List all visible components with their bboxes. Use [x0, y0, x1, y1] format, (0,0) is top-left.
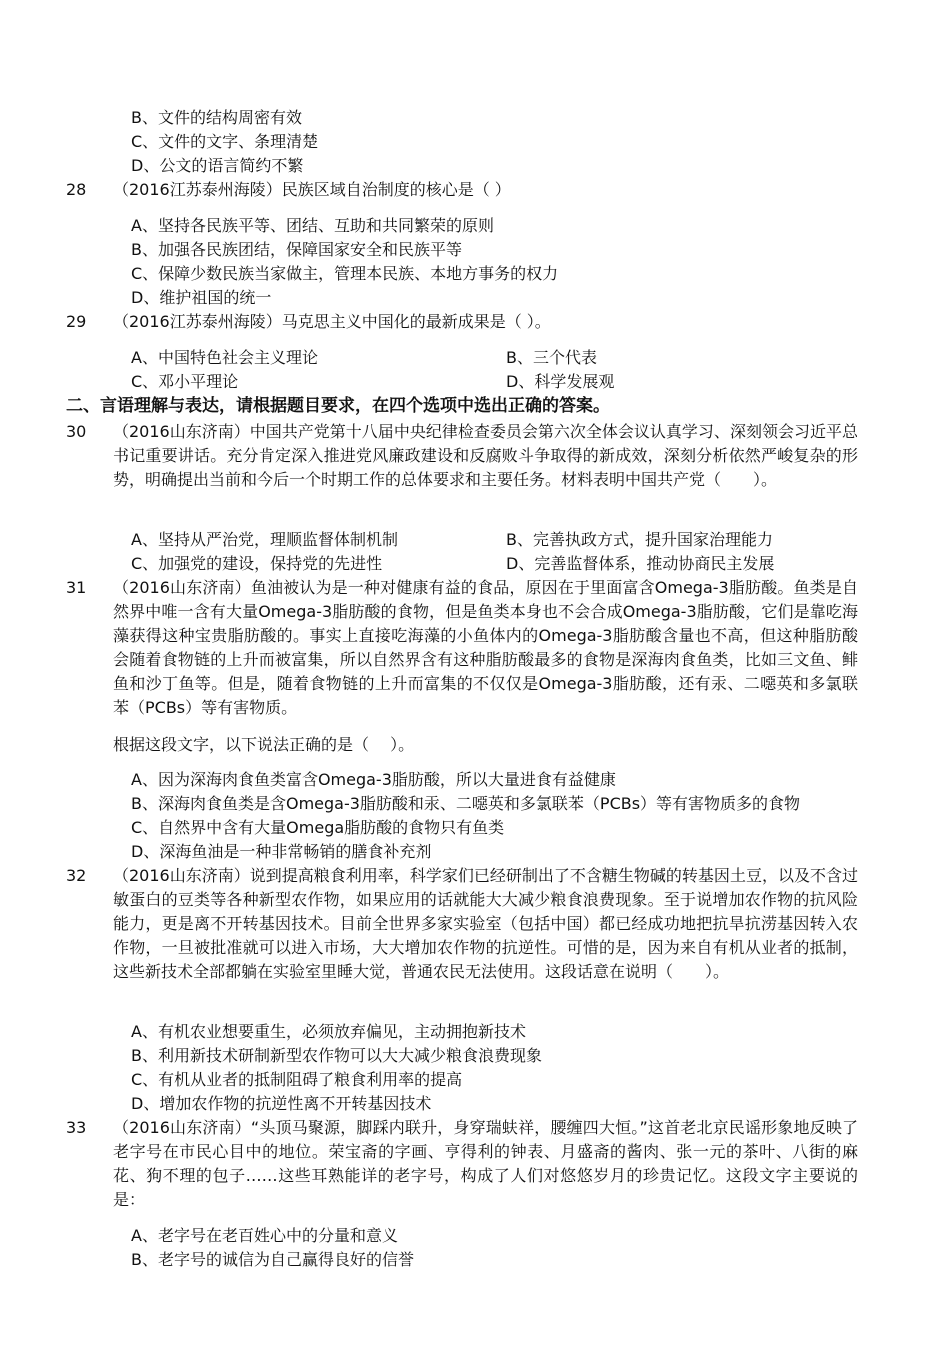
q30-option-a: A、坚持从严治党，理顺监督体制机制	[131, 530, 398, 549]
q30-option-c: C、加强党的建设，保持党的先进性	[131, 554, 383, 573]
q33-option-b: B、老字号的诚信为自己赢得良好的信誉	[131, 1250, 414, 1269]
question-text-28: （2016江苏泰州海陵）民族区域自治制度的核心是（ ）	[113, 180, 511, 199]
q31-option-a: A、因为深海肉食鱼类富含Omega-3脂肪酸，所以大量进食有益健康	[131, 770, 616, 789]
q32-option-c: C、有机从业者的抵制阻碍了粮食利用率的提高	[131, 1070, 463, 1089]
prev-option-d: D、公文的语言简约不繁	[131, 156, 304, 175]
question-text-30: （2016山东济南）中国共产党第十八届中央纪律检查委员会第六次全体会议认真学习、深刻领会习近平总书记重要讲话。充分肯定深入推进党风廉政建设和反腐败斗争取得的新成效，深刻分析依然严峻复杂的形势，明确提出当前和今后一个时期工作的总体要求和主要任务。材料表明中国共产党（ ）。	[113, 422, 858, 489]
question-number-32: 32	[66, 866, 87, 885]
section-heading: 二、言语理解与表达，请根据题目要求，在四个选项中选出正确的答案。	[66, 396, 610, 416]
q30-option-b: B、完善执政方式，提升国家治理能力	[506, 530, 773, 549]
q29-option-b: B、三个代表	[506, 348, 597, 367]
q31-option-d: D、深海鱼油是一种非常畅销的膳食补充剂	[131, 842, 432, 861]
question-text-32: （2016山东济南）说到提高粮食利用率，科学家们已经研制出了不含糖生物碱的转基因土豆，以及不含过敏蛋白的豆类等各种新型农作物，如果应用的话就能大大减少粮食浪费现象。至于说增加农作物的抗风险能力，更是离不开转基因技术。目前全世界多家实验室（包括中国）都已经成功地把抗旱抗涝基因转入农作物，一旦被批准就可以进入市场，大大增加农作物的抗逆性。可惜的是，因为来自有机从业者的抵制，这些新技术全部都躺在实验室里睡大觉，普通农民无法使用。这段话意在说明（ ）。	[113, 866, 858, 981]
q28-option-c: C、保障少数民族当家做主，管理本民族、本地方事务的权力	[131, 264, 559, 283]
q28-option-d: D、维护祖国的统一	[131, 288, 272, 307]
q29-option-a: A、中国特色社会主义理论	[131, 348, 318, 367]
question-number-29: 29	[66, 312, 87, 331]
question-text-29: （2016江苏泰州海陵）马克思主义中国化的最新成果是（ ）。	[113, 312, 551, 331]
q29-option-d: D、科学发展观	[506, 372, 615, 391]
q33-option-a: A、老字号在老百姓心中的分量和意义	[131, 1226, 398, 1245]
question-text-33: （2016山东济南）“头顶马聚源，脚踩内联升，身穿瑞蚨祥，腰缠四大恒。”这首老北京民谣形象地反映了老字号在市民心目中的地位。荣宝斋的字画、亨得利的钟表、月盛斋的酱肉、张一元的茶叶、八街的麻花、狗不理的包子……这些耳熟能详的老字号，构成了人们对悠悠岁月的珍贵记忆。这段文字主要说的是：	[113, 1118, 858, 1209]
q32-option-d: D、增加农作物的抗逆性离不开转基因技术	[131, 1094, 432, 1113]
q32-option-b: B、利用新技术研制新型农作物可以大大减少粮食浪费现象	[131, 1046, 542, 1065]
prev-option-c: C、文件的文字、条理清楚	[131, 132, 319, 151]
q30-option-d: D、完善监督体系，推动协商民主发展	[506, 554, 775, 573]
q28-option-b: B、加强各民族团结，保障国家安全和民族平等	[131, 240, 462, 259]
q31-option-b: B、深海肉食鱼类是含Omega-3脂肪酸和汞、二噁英和多氯联苯（PCBs）等有害物质多的食物	[131, 794, 801, 813]
q28-option-a: A、坚持各民族平等、团结、互助和共同繁荣的原则	[131, 216, 494, 235]
q31-option-c: C、自然界中含有大量Omega脂肪酸的食物只有鱼类	[131, 818, 505, 837]
question-number-30: 30	[66, 422, 87, 441]
prev-option-b: B、文件的结构周密有效	[131, 108, 302, 127]
q29-option-c: C、邓小平理论	[131, 372, 239, 391]
question-number-28: 28	[66, 180, 87, 199]
question-text-31: （2016山东济南）鱼油被认为是一种对健康有益的食品，原因在于里面富含Omega-3脂肪酸。鱼类是自然界中唯一含有大量Omega-3脂肪酸的食物，但是鱼类本身也不会合成Omega-3脂肪酸，它们是靠吃海藻获得这种宝贵脂肪酸的。事实上直接吃海藻的小鱼体内的Omega-3脂肪酸含量也不高，但这种脂肪酸会随着食物链的上升而被富集，所以自然界含有这种脂肪酸最多的食物是深海肉食鱼类，比如三文鱼、鲱鱼和沙丁鱼等。但是，随着食物链的上升而富集的不仅仅是Omega-3脂肪酸，还有汞、二噁英和多氯联苯（PCBs）等有害物质。	[113, 578, 858, 717]
question-number-31: 31	[66, 578, 87, 597]
q32-option-a: A、有机农业想要重生，必须放弃偏见，主动拥抱新技术	[131, 1022, 526, 1041]
q31-prompt: 根据这段文字，以下说法正确的是（ ）。	[113, 735, 415, 754]
question-number-33: 33	[66, 1118, 87, 1137]
